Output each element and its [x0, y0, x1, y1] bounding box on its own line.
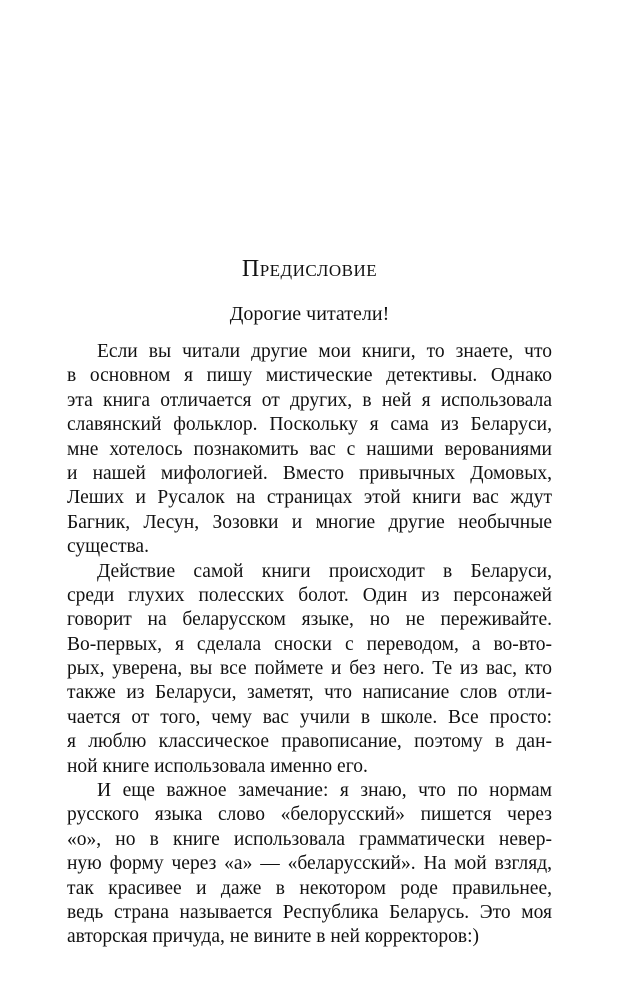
text-line: ной книге использовала именно его.	[67, 755, 368, 777]
text-line: русского языка слово «белорусский» пишется через	[67, 804, 552, 826]
text-line: ведь страна называется Республика Беларусь. Это моя	[67, 901, 552, 923]
text-line: в основном я пишу мистические детективы. Однако	[67, 365, 552, 387]
text-line: говорит на беларусском языке, но не переживайте.	[67, 609, 552, 631]
text-line: Во-первых, я сделала сноски с переводом, а во-вто-	[67, 633, 552, 655]
text-line: авторская причуда, не вините в ней корректоров:)	[67, 926, 480, 948]
text-line: Действие самой книги происходит в Беларуси,	[97, 560, 552, 582]
book-page	[67, 0, 552, 1000]
page-title: Предисловие	[241, 256, 378, 282]
text-line: среди глухих полесских болот. Один из персонажей	[67, 584, 552, 606]
body-text	[67, 340, 552, 950]
text-line: «о», но в книге использовала грамматически невер-	[67, 828, 552, 850]
paragraph-3	[67, 779, 552, 950]
text-line: мне хотелось познакомить вас с нашими верованиями	[67, 438, 552, 460]
text-line: существа.	[67, 536, 149, 558]
text-line: И еще важное замечание: я знаю, что по нормам	[97, 780, 552, 802]
text-line: рых, уверена, вы все поймете и без него. Те из вас, кто	[67, 658, 552, 680]
text-line: ную форму через «а» — «беларусский». На мой взгляд,	[67, 853, 552, 875]
text-line: Леших и Русалок на страницах этой книги вас ждут	[67, 487, 552, 509]
text-line: чается от того, чему вас учили в школе. Все просто:	[67, 706, 552, 728]
text-line: так красивее и даже в некотором роде правильнее,	[67, 877, 552, 899]
text-line: Багник, Лесун, Зозовки и многие другие необычные	[67, 511, 552, 533]
salutation: Дорогие читатели!	[229, 303, 390, 325]
text-line: эта книга отличается от других, в ней я использовала	[67, 389, 552, 411]
paragraph-1	[67, 340, 552, 560]
text-line: славянский фольклор. Поскольку я сама из Беларуси,	[67, 414, 552, 436]
text-line: Если вы читали другие мои книги, то знаете, что	[97, 341, 552, 362]
text-line: и нашей мифологией. Вместо привычных Домовых,	[67, 462, 552, 484]
text-line: также из Беларуси, заметят, что написание слов отли-	[67, 682, 552, 704]
paragraph-2	[67, 560, 552, 780]
text-line: я люблю классическое правописание, поэтому в дан-	[67, 731, 552, 753]
